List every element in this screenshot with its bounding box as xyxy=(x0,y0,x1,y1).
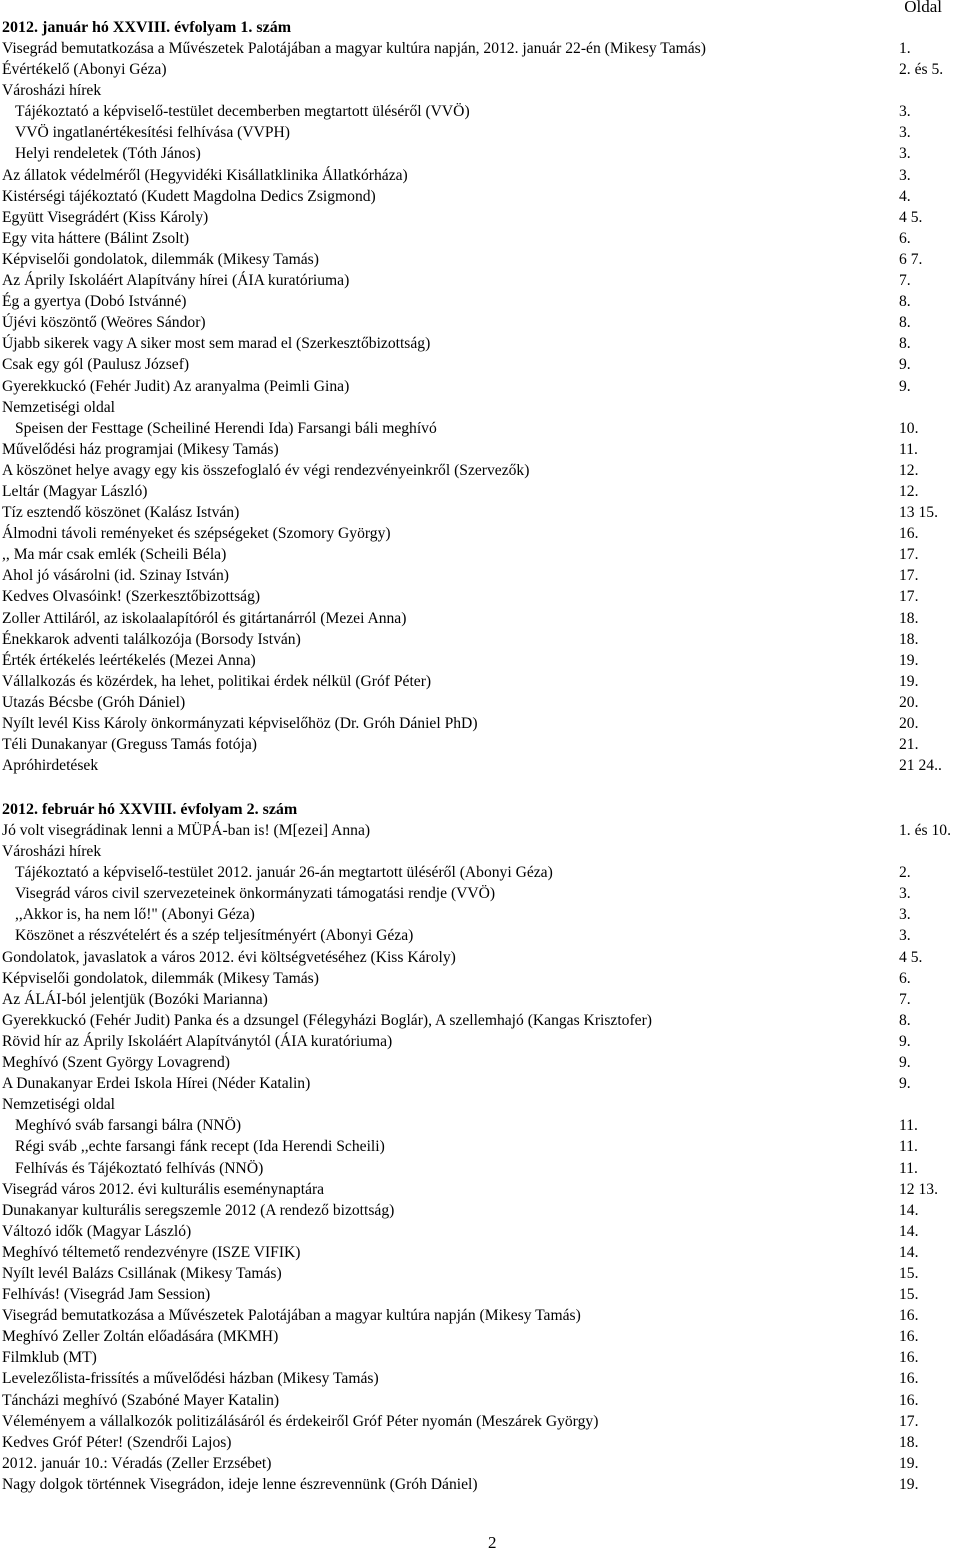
toc-entry xyxy=(2,608,960,629)
toc-entry xyxy=(2,59,960,80)
toc-entry-page: 9. xyxy=(899,1054,911,1072)
toc-entry-title: Zoller Attiláról, az iskolaalapítóról és gitártanárról (Mezei Anna) xyxy=(2,609,407,627)
issue-section-2 xyxy=(2,799,960,1495)
toc-entry-page: 8. xyxy=(899,1011,911,1029)
toc-entry-title: ,,Akkor is, ha nem lő!" (Abonyi Géza) xyxy=(15,906,255,924)
toc-entry xyxy=(2,481,960,502)
toc-entry xyxy=(2,1474,960,1495)
toc-entry xyxy=(2,376,960,397)
toc-entry-page: 6. xyxy=(899,969,911,987)
toc-entry xyxy=(2,713,960,734)
toc-entry-title: Városházi hírek xyxy=(2,843,102,861)
toc-entry xyxy=(2,1411,960,1432)
toc-entry-title: Felhívás és Tájékoztató felhívás (NNÖ) xyxy=(15,1159,264,1177)
toc-entry-page: 12. xyxy=(899,461,919,479)
toc-entry xyxy=(2,502,960,523)
toc-entry xyxy=(2,820,960,841)
toc-entry-page: 16. xyxy=(899,1307,919,1325)
toc-entry-page: 17. xyxy=(899,588,919,606)
toc-entry-title: Együtt Visegrádért (Kiss Károly) xyxy=(2,208,209,226)
toc-entry xyxy=(2,1031,960,1052)
toc-entry-title: Ahol jó vásárolni (id. Szinay István) xyxy=(2,567,229,585)
toc-entry xyxy=(2,1136,960,1157)
toc-entry-page: 19. xyxy=(899,1475,919,1493)
toc-entry xyxy=(2,755,960,776)
toc-entry-title: Kedves Olvasóink! (Szerkesztőbizottság) xyxy=(2,588,261,606)
toc-entry xyxy=(2,143,960,164)
toc-entry-page: 9. xyxy=(899,356,911,374)
toc-entry-title: Az ÁLÁI-ból jelentjük (Bozóki Marianna) xyxy=(2,990,268,1008)
toc-entry-page: 21. xyxy=(899,736,919,754)
toc-entry-page: 11. xyxy=(899,440,918,458)
toc-entry-title: Visegrád bemutatkozása a Művészetek Palotájában a magyar kultúra napján, 2012. január 22-én (Mikesy Tamás) xyxy=(2,40,706,57)
toc-entry xyxy=(2,565,960,586)
toc-entry xyxy=(2,397,960,418)
toc-entry xyxy=(2,38,960,59)
toc-entry-title: Nemzetiségi oldal xyxy=(2,398,116,416)
toc-entry-title: Rövid hír az Áprily Iskoláért Alapítványtól (ÁIA kuratóriuma) xyxy=(2,1032,393,1050)
toc-entry xyxy=(2,1326,960,1347)
toc-entry-page: 16. xyxy=(899,525,919,543)
toc-entry-page: 11. xyxy=(899,1138,918,1156)
toc-entry xyxy=(2,1390,960,1411)
toc-entry-page: 3. xyxy=(899,103,911,121)
toc-entry-page: 3. xyxy=(899,927,911,945)
toc-entry-page: 15. xyxy=(899,1264,919,1282)
toc-entry-title: Gyerekkuckó (Fehér Judit) Az aranyalma (Peimli Gina) xyxy=(2,377,350,395)
toc-entry-title: Visegrád város civil szervezeteinek önkormányzati támogatási rendje (VVÖ) xyxy=(15,885,496,903)
oldal-column-header: Oldal xyxy=(904,0,942,16)
toc-entry xyxy=(2,1179,960,1200)
toc-entry-title: Kedves Gróf Péter! (Szendrői Lajos) xyxy=(2,1433,232,1451)
toc-entry xyxy=(2,671,960,692)
toc-entry-title: Képviselői gondolatok, dilemmák (Mikesy Tamás) xyxy=(2,969,319,987)
toc-entry-page: 6 7. xyxy=(899,250,923,268)
toc-entry-title: ,, Ma már csak emlék (Scheili Béla) xyxy=(2,546,227,564)
toc-entry-title: Jó volt visegrádinak lenni a MÜPÁ-ban is! (M[ezei] Anna) xyxy=(2,822,371,839)
toc-entry xyxy=(2,228,960,249)
toc-entry-title: Visegrád város 2012. évi kulturális eseménynaptára xyxy=(2,1180,325,1198)
toc-entry-page: 8. xyxy=(899,314,911,332)
toc-entry xyxy=(2,734,960,755)
toc-entry xyxy=(2,544,960,565)
toc-entry xyxy=(2,1368,960,1389)
toc-entry xyxy=(2,883,960,904)
toc-entry xyxy=(2,586,960,607)
toc-entry xyxy=(2,312,960,333)
toc-entry-title: Kistérségi tájékoztató (Kudett Magdolna Dedics Zsigmond) xyxy=(2,187,376,205)
toc-entry xyxy=(2,925,960,946)
toc-entry-page: 16. xyxy=(899,1328,919,1346)
toc-entry-title: Speisen der Festtage (Scheiliné Herendi Ida) Farsangi báli meghívó xyxy=(15,419,437,437)
toc-entry xyxy=(2,165,960,186)
toc-entry-title: Tájékoztató a képviselő-testület decemberben megtartott üléséről (VVÖ) xyxy=(15,103,470,121)
toc-entry-page: 16. xyxy=(899,1349,919,1367)
toc-entry xyxy=(2,1432,960,1453)
toc-entry-title: Meghívó Zeller Zoltán előadására (MKMH) xyxy=(2,1328,279,1346)
toc-entry-title: Utazás Bécsbe (Gróh Dániel) xyxy=(2,693,186,711)
toc-entry-page: 19. xyxy=(899,651,919,669)
toc-entry-title: Táncházi meghívó (Szabóné Mayer Katalin) xyxy=(2,1391,280,1409)
toc-entry-title: Gondolatok, javaslatok a város 2012. évi költségvetéséhez (Kiss Károly) xyxy=(2,948,456,966)
toc-entry-page: 4 5. xyxy=(899,948,923,966)
toc-entry-page: 9. xyxy=(899,377,911,395)
toc-entry xyxy=(2,1094,960,1115)
toc-entry-page: 18. xyxy=(899,609,919,627)
toc-entry xyxy=(2,968,960,989)
toc-entry-page: 18. xyxy=(899,630,919,648)
toc-entry xyxy=(2,692,960,713)
toc-entry xyxy=(2,270,960,291)
toc-entry-title: Újévi köszöntő (Weöres Sándor) xyxy=(2,314,206,332)
toc-entry xyxy=(2,460,960,481)
toc-entry-title: Egy vita háttere (Bálint Zsolt) xyxy=(2,229,190,247)
toc-entry-title: Véleményem a vállalkozók politizálásáról és érdekeiről Gróf Péter nyomán (Meszárek György) xyxy=(2,1412,599,1430)
toc-entry-title: Álmodni távoli reményeket és szépségeket (Szomory György) xyxy=(2,525,391,543)
toc-entry xyxy=(2,418,960,439)
toc-entry xyxy=(2,1453,960,1474)
toc-entry-page: 7. xyxy=(899,990,911,1008)
toc-entry-title: A köszönet helye avagy egy kis összefoglaló év végi rendezvényeinkről (Szervezők) xyxy=(2,461,530,479)
toc-entry-page: 4. xyxy=(899,187,911,205)
toc-entry xyxy=(2,101,960,122)
toc-entry-title: Helyi rendeletek (Tóth János) xyxy=(15,145,201,163)
toc-entry-title: Művelődési ház programjai (Mikesy Tamás) xyxy=(2,440,279,458)
toc-entry-page: 18. xyxy=(899,1433,919,1451)
issue-heading: 2012. február hó XXVIII. évfolyam 2. szám xyxy=(2,801,298,818)
toc-entry-page: 15. xyxy=(899,1286,919,1304)
toc-entry xyxy=(2,1200,960,1221)
toc-entry-title: Meghívó téltemető rendezvényre (ISZE VIFIK) xyxy=(2,1243,301,1261)
toc-entry xyxy=(2,1284,960,1305)
toc-entry-page: 3. xyxy=(899,906,911,924)
toc-entry xyxy=(2,354,960,375)
toc-entry-title: Csak egy gól (Paulusz József) xyxy=(2,356,190,374)
toc-entry-page: 13 15. xyxy=(899,504,938,522)
toc-entry-title: Az állatok védelméről (Hegyvidéki Kisállatklinika Állatkórháza) xyxy=(2,166,408,184)
toc-entry-title: Tíz esztendő köszönet (Kalász István) xyxy=(2,504,240,522)
toc-entry xyxy=(2,1115,960,1136)
toc-entry xyxy=(2,523,960,544)
issue-heading: 2012. január hó XXVIII. évfolyam 1. szám xyxy=(2,19,292,36)
toc-entry-page: 3. xyxy=(899,166,911,184)
toc-entry-page: 11. xyxy=(899,1117,918,1135)
toc-entry-title: Nyílt levél Balázs Csillának (Mikesy Tamás) xyxy=(2,1264,282,1282)
toc-entry-title: Ég a gyertya (Dobó Istvánné) xyxy=(2,293,187,311)
toc-entry-title: Nemzetiségi oldal xyxy=(2,1096,116,1114)
toc-entries xyxy=(2,38,960,776)
toc-entry-page: 17. xyxy=(899,567,919,585)
toc-entry-title: Tájékoztató a képviselő-testület 2012. január 26-án megtartott üléséről (Abonyi Géza) xyxy=(15,864,553,882)
toc-entry-title: Filmklub (MT) xyxy=(2,1349,97,1367)
toc-entry-title: A Dunakanyar Erdei Iskola Hírei (Néder Katalin) xyxy=(2,1075,311,1093)
toc-entry-page: 20. xyxy=(899,693,919,711)
toc-entry xyxy=(2,1263,960,1284)
toc-entry-title: VVÖ ingatlanértékesítési felhívása (VVPH) xyxy=(15,124,290,142)
toc-entry xyxy=(2,249,960,270)
toc-entry-page: 3. xyxy=(899,885,911,903)
toc-entry-title: Apróhirdetések xyxy=(2,757,99,775)
toc-entry-page: 12 13. xyxy=(899,1180,938,1198)
toc-entry-title: Érték értékelés leértékelés (Mezei Anna) xyxy=(2,651,256,669)
toc-entry-title: Nagy dolgok történnek Visegrádon, ideje lenne észrevennünk (Gróh Dániel) xyxy=(2,1475,478,1493)
toc-entry-title: Köszönet a részvételért és a szép teljesítményért (Abonyi Géza) xyxy=(15,927,414,945)
toc-entry-title: Régi sváb ,,echte farsangi fánk recept (Ida Herendi Scheili) xyxy=(15,1138,385,1156)
toc-entry-page: 12. xyxy=(899,482,919,500)
toc-entry-title: Levelezőlista-frissítés a művelődési házban (Mikesy Tamás) xyxy=(2,1370,379,1388)
toc-entry-title: Felhívás! (Visegrád Jam Session) xyxy=(2,1286,211,1304)
toc-entry xyxy=(2,629,960,650)
toc-entry xyxy=(2,122,960,143)
toc-entry-page: 19. xyxy=(899,1454,919,1472)
toc-entry-page: 20. xyxy=(899,715,919,732)
toc-entry-page: 16. xyxy=(899,1391,919,1409)
toc-entry-page: 1. xyxy=(899,40,911,57)
issue-section-1 xyxy=(2,17,960,776)
toc-entry xyxy=(2,650,960,671)
toc-entry xyxy=(2,1010,960,1031)
toc-entry-title: Változó idők (Magyar László) xyxy=(2,1222,192,1240)
toc-entry-title: Képviselői gondolatok, dilemmák (Mikesy Tamás) xyxy=(2,250,319,268)
toc-entry xyxy=(2,947,960,968)
toc-entry-page: 10. xyxy=(899,419,919,437)
toc-entry-page: 8. xyxy=(899,293,911,311)
toc-entry xyxy=(2,80,960,101)
toc-entry xyxy=(2,186,960,207)
toc-entry-title: Meghívó (Szent György Lovagrend) xyxy=(2,1054,230,1072)
toc-entry-title: Dunakanyar kulturális seregszemle 2012 (A rendező bizottság) xyxy=(2,1201,395,1219)
toc-entry xyxy=(2,1052,960,1073)
toc-entry xyxy=(2,1073,960,1094)
toc-entry xyxy=(2,841,960,862)
toc-entry-page: 8. xyxy=(899,335,911,353)
toc-entry xyxy=(2,1242,960,1263)
toc-entry-page: 14. xyxy=(899,1222,919,1240)
toc-entry-title: Téli Dunakanyar (Greguss Tamás fotója) xyxy=(2,736,257,754)
toc-entry-title: Gyerekkuckó (Fehér Judit) Panka és a dzsungel (Félegyházi Boglár), A szellemhajó (Kangas Krisztofer) xyxy=(2,1011,652,1029)
toc-entry-page: 21 24.. xyxy=(899,757,942,775)
toc-entry xyxy=(2,207,960,228)
toc-entry-title: Évértékelő (Abonyi Géza) xyxy=(2,61,167,79)
toc-entry-page: 7. xyxy=(899,272,911,290)
toc-entry xyxy=(2,1221,960,1242)
toc-entry-page: 3. xyxy=(899,124,911,142)
toc-entry-title: Nyílt levél Kiss Károly önkormányzati képviselőhöz (Dr. Gróh Dániel PhD) xyxy=(2,715,478,732)
toc-entry-page: 19. xyxy=(899,672,919,690)
toc-entry xyxy=(2,904,960,925)
toc-entry-title: Az Áprily Iskoláért Alapítvány hírei (ÁIA kuratóriuma) xyxy=(2,272,350,290)
toc-entry xyxy=(2,333,960,354)
toc-entry-page: 14. xyxy=(899,1201,919,1219)
toc-entry-title: Leltár (Magyar László) xyxy=(2,482,148,500)
toc-entry-page: 2. xyxy=(899,864,911,882)
toc-entry xyxy=(2,1305,960,1326)
toc-entry-title: 2012. január 10.: Véradás (Zeller Erzsébet) xyxy=(2,1454,272,1472)
toc-entry-title: Újabb sikerek vagy A siker most sem marad el (Szerkesztőbizottság) xyxy=(2,335,431,353)
toc-entry-page: 17. xyxy=(899,1412,919,1430)
toc-entry-page: 4 5. xyxy=(899,208,923,226)
toc-entry-page: 14. xyxy=(899,1243,919,1261)
toc-entry-page: 9. xyxy=(899,1032,911,1050)
page-number: 2 xyxy=(488,1533,497,1552)
toc-entry-title: Városházi hírek xyxy=(2,82,102,100)
toc-entry xyxy=(2,1347,960,1368)
toc-entry-page: 1. és 10. xyxy=(899,822,951,839)
toc-entry-title: Vállalkozás és közérdek, ha lehet, politikai érdek nélkül (Gróf Péter) xyxy=(2,672,432,690)
toc-entry-page: 16. xyxy=(899,1370,919,1388)
toc-entries xyxy=(2,820,960,1495)
toc-entry-page: 11. xyxy=(899,1159,918,1177)
toc-entry-title: Visegrád bemutatkozása a Művészetek Palotájában a magyar kultúra napján (Mikesy Tamás) xyxy=(2,1307,581,1325)
toc-entry xyxy=(2,439,960,460)
toc-entry-page: 17. xyxy=(899,546,919,564)
toc-entry xyxy=(2,291,960,312)
toc-entry xyxy=(2,1158,960,1179)
toc-entry xyxy=(2,862,960,883)
toc-entry-title: Énekkarok adventi találkozója (Borsody István) xyxy=(2,630,301,648)
toc-entry-page: 6. xyxy=(899,229,911,247)
toc-entry-title: Meghívó sváb farsangi bálra (NNÖ) xyxy=(15,1117,242,1135)
toc-entry-page: 9. xyxy=(899,1075,911,1093)
toc-entry-page: 3. xyxy=(899,145,911,163)
toc-entry xyxy=(2,989,960,1010)
toc-entry-page: 2. és 5. xyxy=(899,61,944,79)
